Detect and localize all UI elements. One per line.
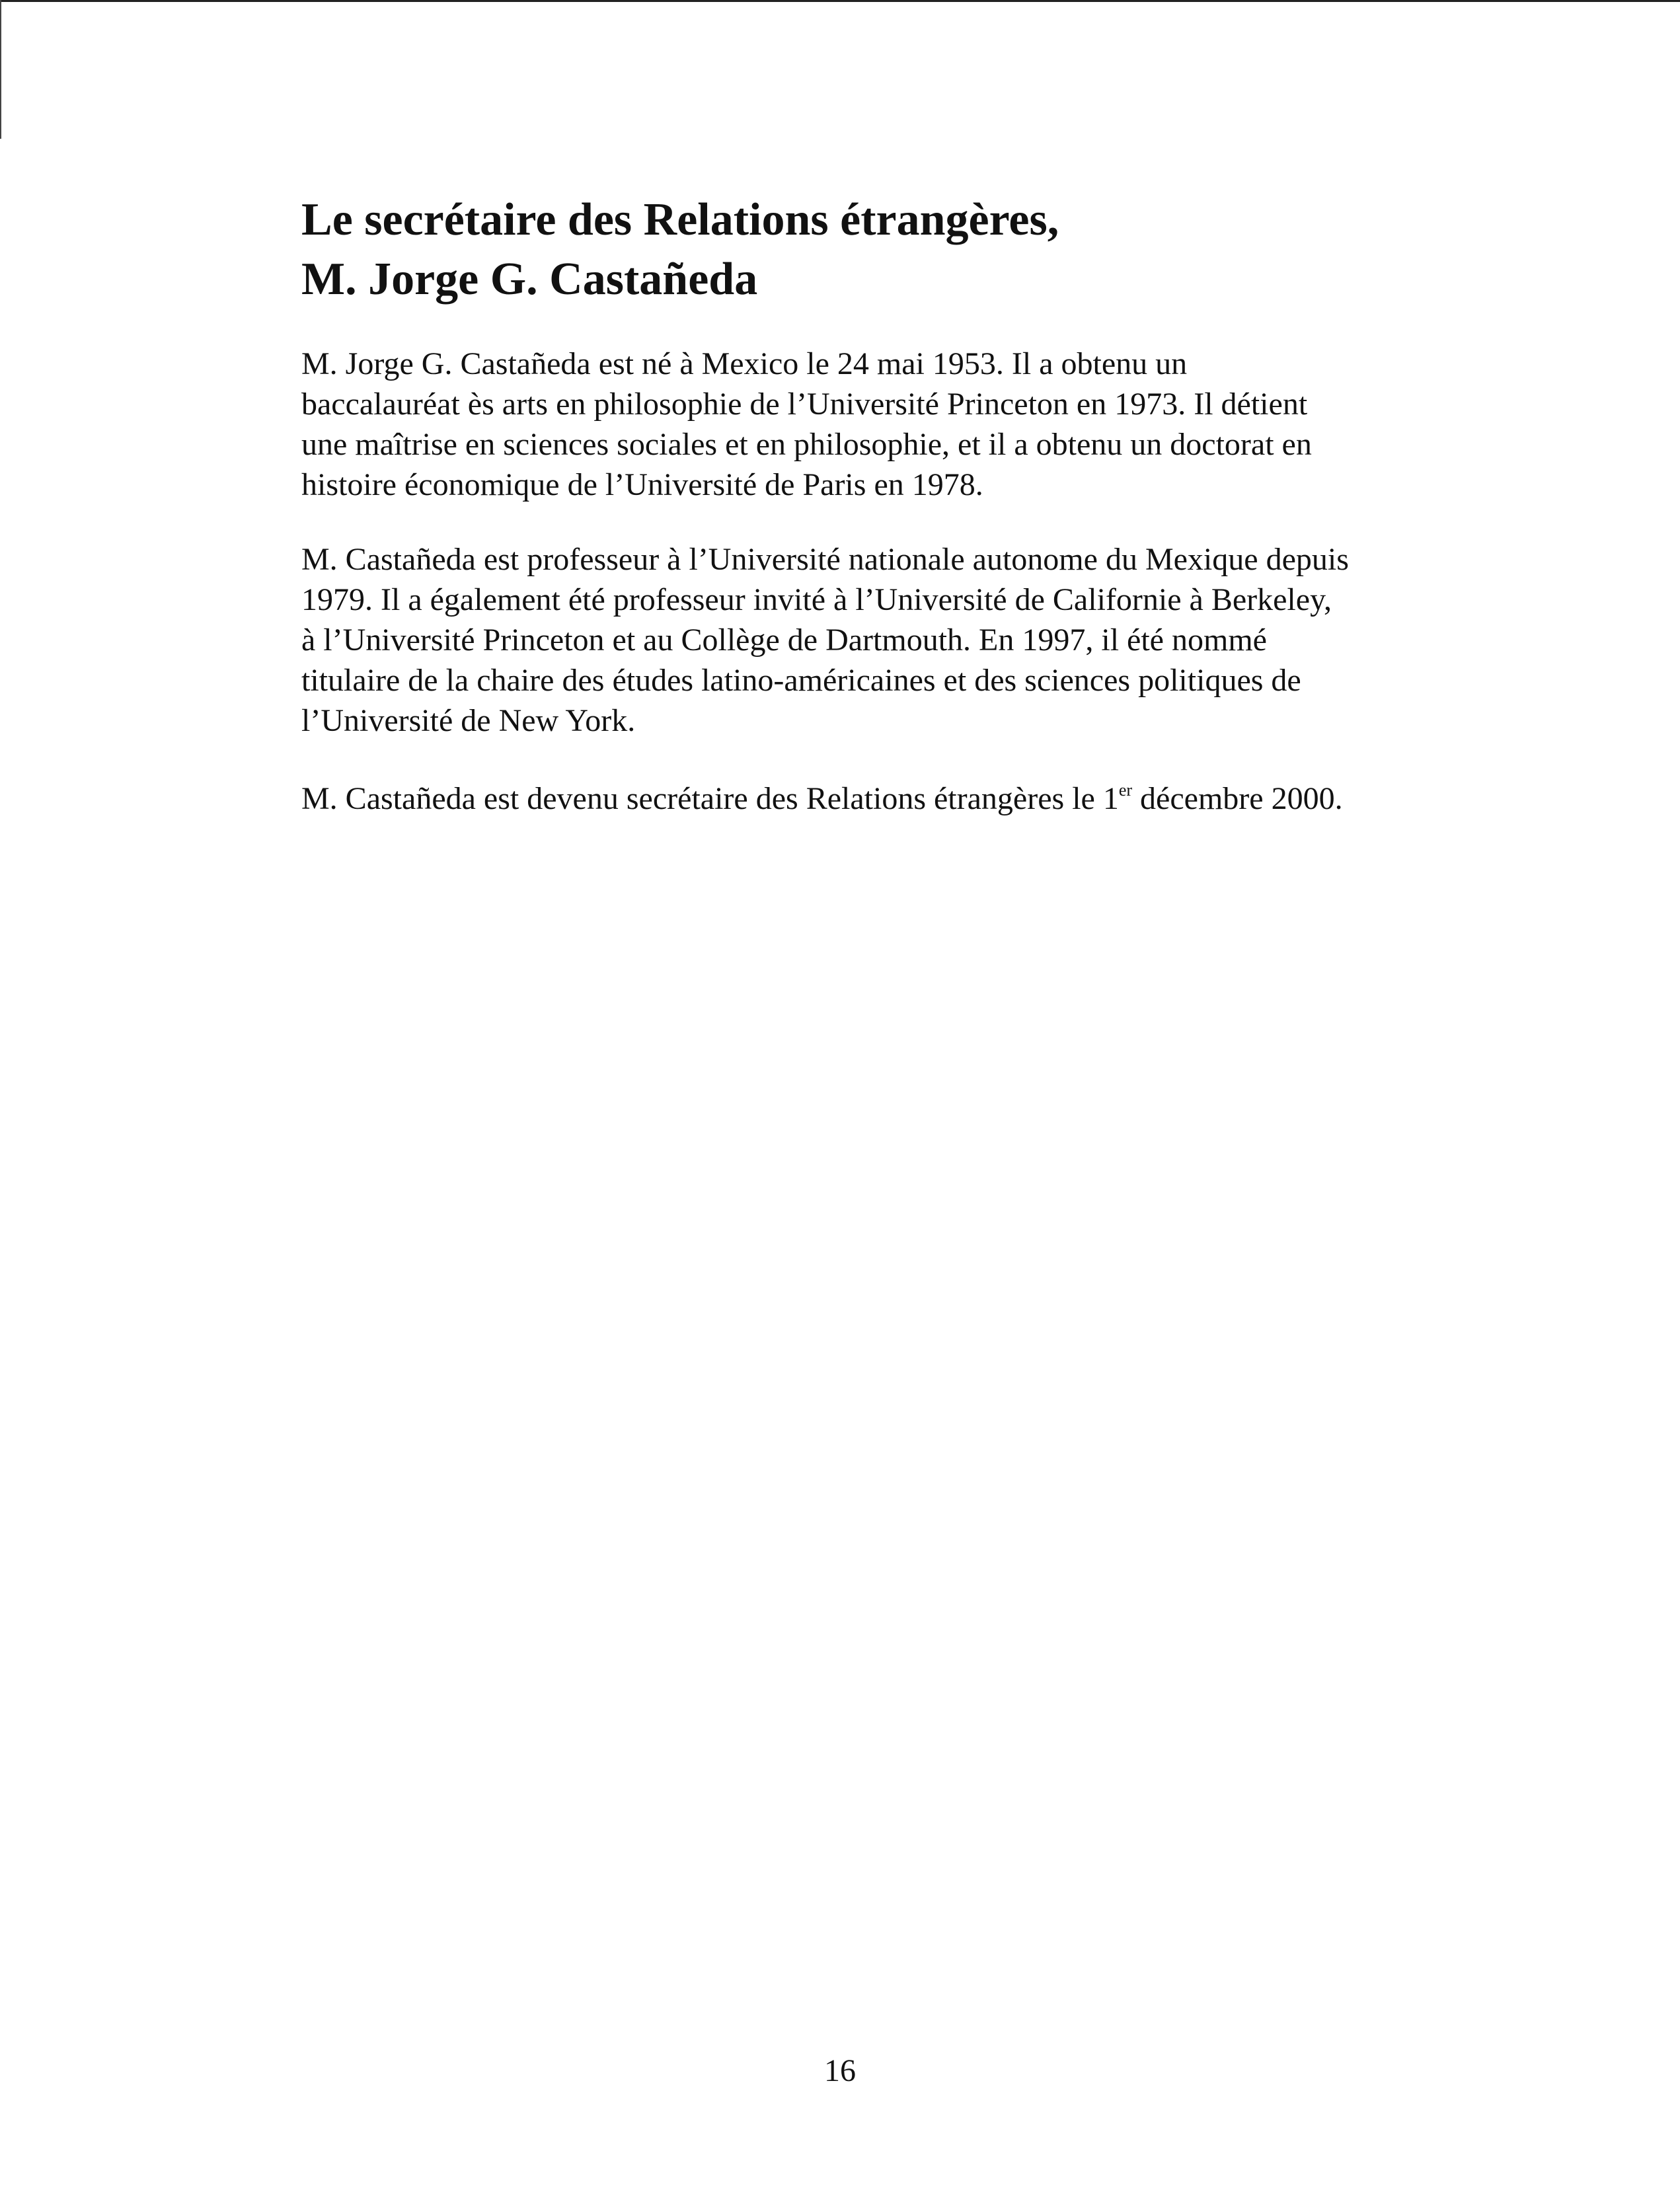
paragraph-line: l’Université de New York. <box>301 703 636 738</box>
paragraph-line <box>301 778 1438 819</box>
biography-paragraph-education <box>301 344 1438 505</box>
ordinal-superscript: er <box>1118 780 1133 800</box>
page-title <box>301 190 1557 309</box>
page-number: 16 <box>824 2053 856 2088</box>
paragraph-line: 1979. Il a également été professeur invité à l’Université de Californie à Berkeley, <box>301 582 1332 617</box>
scan-border-top <box>0 0 1680 2</box>
biography-paragraph-career <box>301 539 1438 741</box>
paragraph-line: M. Castañeda est professeur à l’Université nationale autonome du Mexique depuis <box>301 542 1349 577</box>
page-title-line-2: M. Jorge G. Castañeda <box>301 254 758 305</box>
page-title-line-1: Le secrétaire des Relations étrangères, <box>301 194 1059 245</box>
paragraph-line: histoire économique de l’Université de Paris en 1978. <box>301 467 983 502</box>
appointment-date-text: décembre 2000. <box>1132 781 1343 816</box>
biography-paragraph-appointment <box>301 778 1438 819</box>
paragraph-line: titulaire de la chaire des études latino-américaines et des sciences politiques de <box>301 663 1301 698</box>
paragraph-line: une maîtrise en sciences sociales et en philosophie, et il a obtenu un doctorat en <box>301 427 1312 462</box>
paragraph-line: baccalauréat ès arts en philosophie de l’Université Princeton en 1973. Il détient <box>301 387 1308 422</box>
scan-border-left <box>0 0 1 139</box>
paragraph-line: M. Jorge G. Castañeda est né à Mexico le 24 mai 1953. Il a obtenu un <box>301 346 1188 381</box>
paragraph-line: à l’Université Princeton et au Collège de Dartmouth. En 1997, il été nommé <box>301 623 1267 658</box>
appointment-text: M. Castañeda est devenu secrétaire des Relations étrangères le 1 <box>301 781 1119 816</box>
